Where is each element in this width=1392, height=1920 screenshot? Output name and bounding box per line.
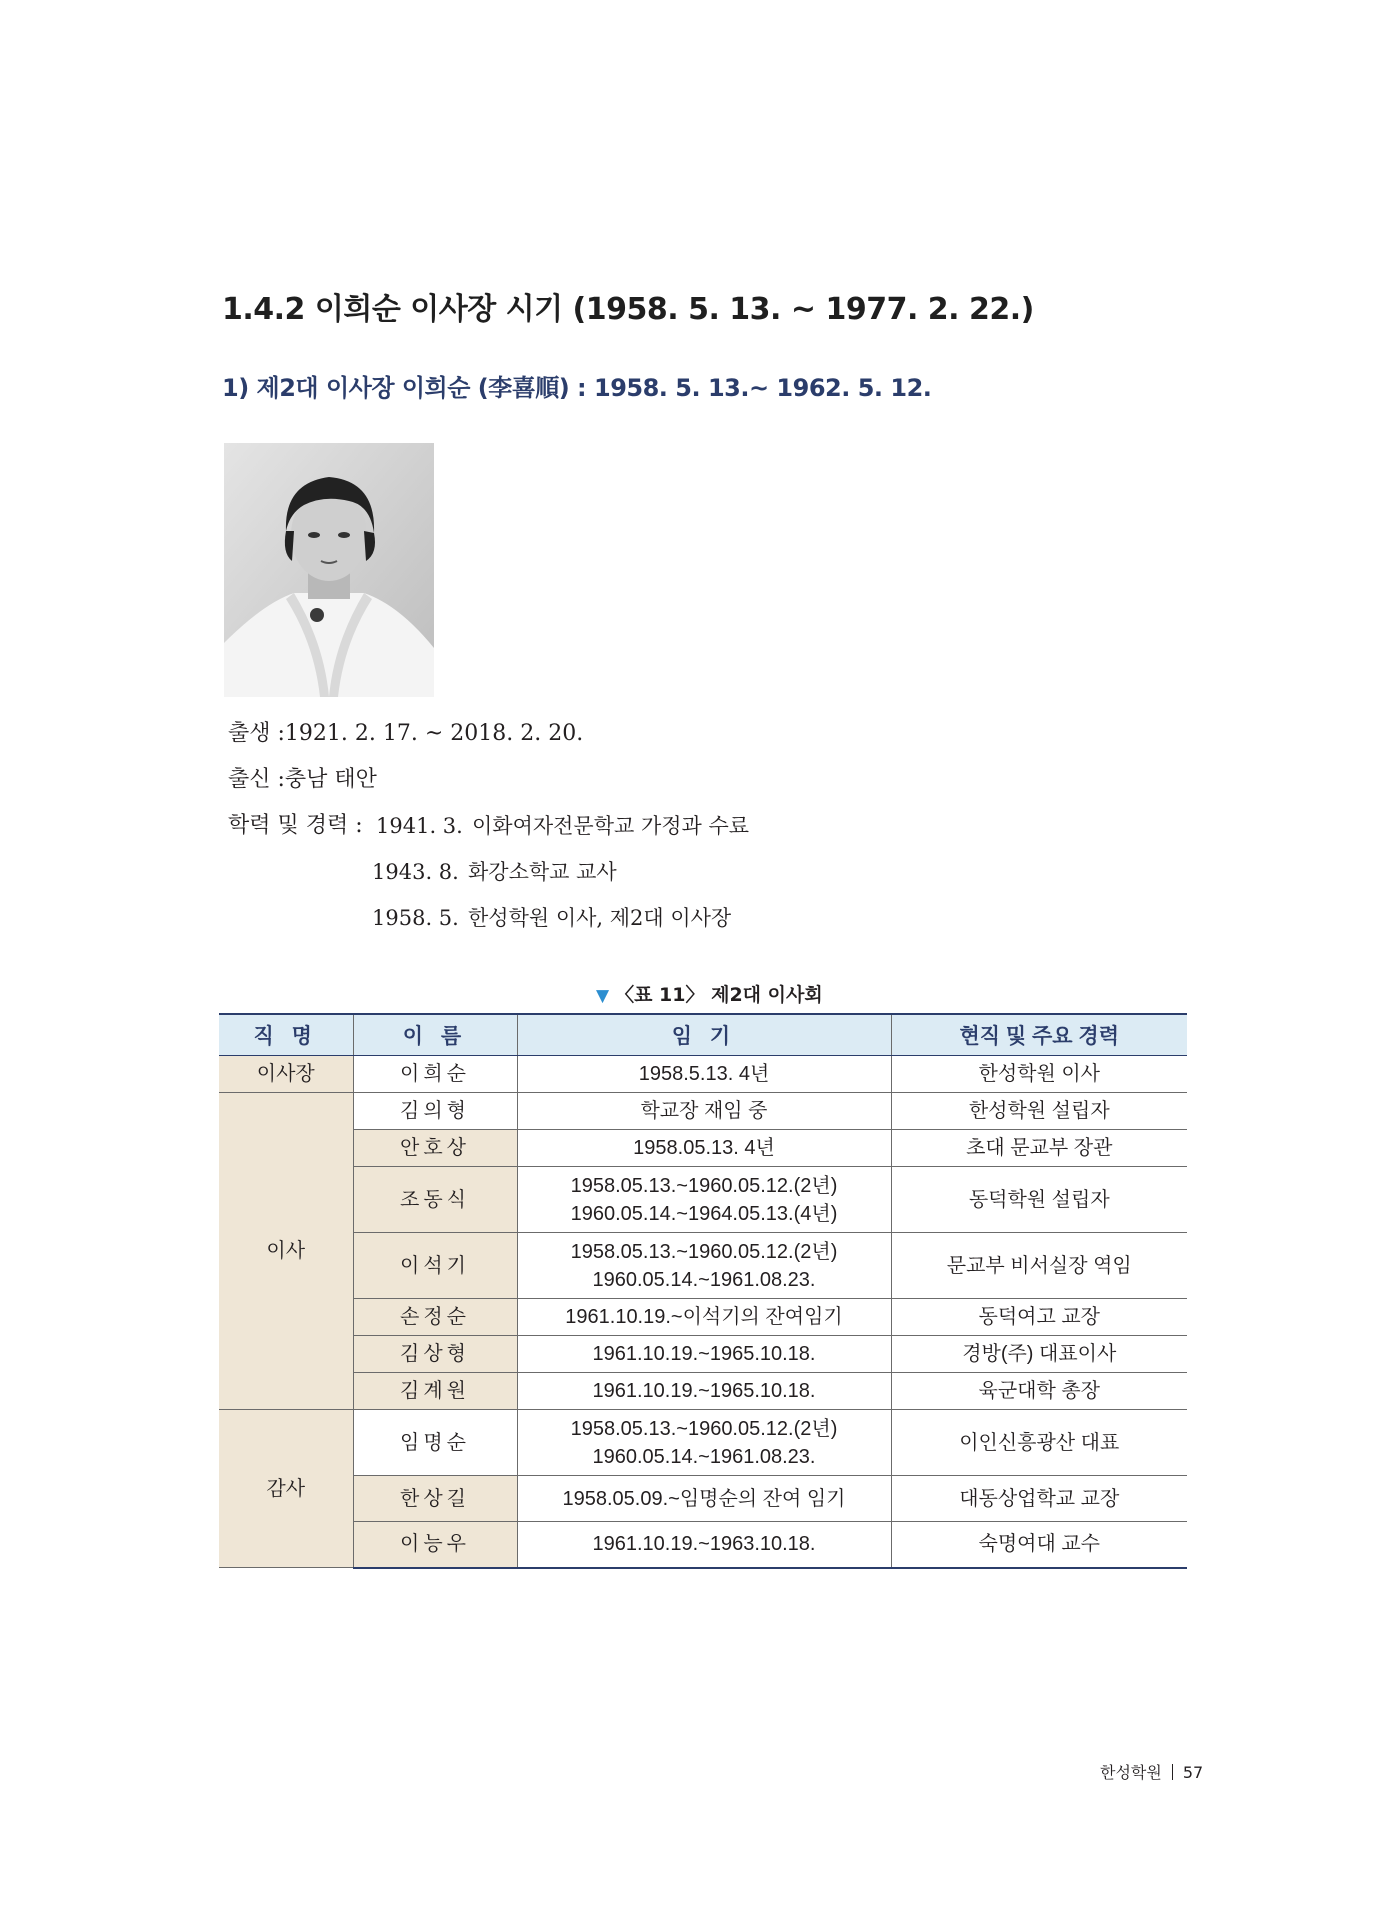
term-line: 1960.05.14.~1961.08.23.: [592, 1445, 816, 1468]
group-cell: 이사: [219, 1093, 353, 1410]
name-cell: 김계원: [353, 1373, 517, 1410]
table-row: [219, 1233, 1187, 1299]
term-cell: [517, 1336, 891, 1373]
name-cell: 안호상: [353, 1130, 517, 1167]
table-row: [219, 1410, 1187, 1476]
career-desc: 이화여자전문학교 가정과 수료: [472, 814, 750, 838]
career-cell: 초대 문교부 장관: [891, 1130, 1187, 1167]
career-cell: 경방(주) 대표이사: [891, 1336, 1187, 1373]
table-row: [219, 1130, 1187, 1167]
portrait-photo: [224, 443, 434, 697]
page-number: 57: [1182, 1763, 1204, 1782]
career-entry: [372, 902, 731, 932]
career-cell: 동덕학원 설립자: [891, 1167, 1187, 1233]
term-line: 1958.05.13.~1960.05.12.(2년): [570, 1417, 838, 1440]
birth-value: 1921. 2. 17. ~ 2018. 2. 20.: [284, 721, 584, 746]
career-cell: 숙명여대 교수: [891, 1522, 1187, 1568]
term-cell: [517, 1522, 891, 1568]
career-date: 1958. 5.: [372, 906, 459, 930]
term-cell: [517, 1056, 891, 1093]
footer-divider: [1172, 1764, 1173, 1780]
career-entry: [372, 856, 617, 886]
table-caption: [596, 980, 823, 1007]
career-date: 1941. 3.: [376, 814, 463, 838]
career-desc: 한성학원 이사, 제2대 이사장: [468, 906, 732, 930]
name-cell: 손정순: [353, 1299, 517, 1336]
name-cell: 한상길: [353, 1476, 517, 1522]
name-cell: 임명순: [353, 1410, 517, 1476]
career-cell: 이인신흥광산 대표: [891, 1410, 1187, 1476]
group-cell: 이사장: [219, 1056, 353, 1093]
name-cell: 이석기: [353, 1233, 517, 1299]
term-line: 1960.05.14.~1961.08.23.: [592, 1268, 816, 1291]
header-name: 이 름: [353, 1014, 517, 1056]
header-career: 현직 및 주요 경력: [891, 1014, 1187, 1056]
birth-info: [228, 716, 583, 747]
term-line: 1958.05.13. 4년: [633, 1137, 775, 1159]
term-cell: [517, 1373, 891, 1410]
table-row: [219, 1093, 1187, 1130]
term-cell: [517, 1167, 891, 1233]
career-desc: 화강소학교 교사: [468, 860, 617, 884]
table-row: [219, 1522, 1187, 1568]
career-date: 1943. 8.: [372, 860, 459, 884]
name-cell: 조동식: [353, 1167, 517, 1233]
career-label: 학력 및 경력 :: [228, 813, 363, 838]
term-cell: [517, 1476, 891, 1522]
triangle-down-icon: ▼: [596, 986, 610, 1006]
table-header-row: [219, 1014, 1187, 1056]
term-cell: [517, 1299, 891, 1336]
term-cell: [517, 1130, 891, 1167]
career-cell: 한성학원 설립자: [891, 1093, 1187, 1130]
table-row: [219, 1336, 1187, 1373]
term-line: 1958.05.13.~1960.05.12.(2년): [570, 1174, 838, 1197]
subsection-heading: 1) 제2대 이사장 이희순 (李喜順) : 1958. 5. 13.~ 1962. 5. 12.: [222, 374, 932, 402]
origin-info: [228, 762, 377, 793]
portrait-illustration: [224, 443, 434, 697]
term-line: 1961.10.19.~이석기의 잔여임기: [565, 1306, 843, 1328]
term-line: 1961.10.19.~1965.10.18.: [592, 1343, 816, 1365]
group-cell: 감사: [219, 1410, 353, 1568]
table-row: [219, 1373, 1187, 1410]
table-row: [219, 1056, 1187, 1093]
header-position: 직 명: [219, 1014, 353, 1056]
name-cell: 이능우: [353, 1522, 517, 1568]
term-cell: [517, 1410, 891, 1476]
term-cell: [517, 1093, 891, 1130]
term-line: 학교장 재임 중: [640, 1100, 768, 1122]
name-cell: 김의형: [353, 1093, 517, 1130]
career-cell: 대동상업학교 교장: [891, 1476, 1187, 1522]
birth-label: 출생 :: [228, 721, 285, 746]
term-line: 1961.10.19.~1965.10.18.: [592, 1380, 816, 1402]
footer-publisher: 한성학원: [1100, 1763, 1162, 1782]
career-cell: 문교부 비서실장 역임: [891, 1233, 1187, 1299]
table-row: [219, 1476, 1187, 1522]
term-line: 1961.10.19.~1963.10.18.: [592, 1533, 816, 1556]
term-line: 1960.05.14.~1964.05.13.(4년): [570, 1202, 838, 1225]
career-cell: 육군대학 총장: [891, 1373, 1187, 1410]
origin-label: 출신 :: [228, 767, 285, 792]
term-line: 1958.05.13.~1960.05.12.(2년): [570, 1240, 838, 1263]
table-row: [219, 1299, 1187, 1336]
table-caption-text: 〈표 11〉 제2대 이사회: [615, 984, 823, 1006]
career-cell: 동덕여고 교장: [891, 1299, 1187, 1336]
career-cell: 한성학원 이사: [891, 1056, 1187, 1093]
header-term: 임 기: [517, 1014, 891, 1056]
term-line: 1958.5.13. 4년: [638, 1063, 770, 1085]
page-footer: [1100, 1760, 1203, 1783]
section-heading: 1.4.2 이희순 이사장 시기 (1958. 5. 13. ~ 1977. 2. 22.): [222, 292, 1034, 327]
career-entry: [376, 810, 749, 840]
origin-value: 충남 태안: [284, 767, 377, 792]
term-line: 1958.05.09.~임명순의 잔여 임기: [562, 1487, 846, 1510]
table-row: [219, 1167, 1187, 1233]
name-cell: 이희순: [353, 1056, 517, 1093]
board-table: [219, 1013, 1187, 1569]
name-cell: 김상형: [353, 1336, 517, 1373]
term-cell: [517, 1233, 891, 1299]
